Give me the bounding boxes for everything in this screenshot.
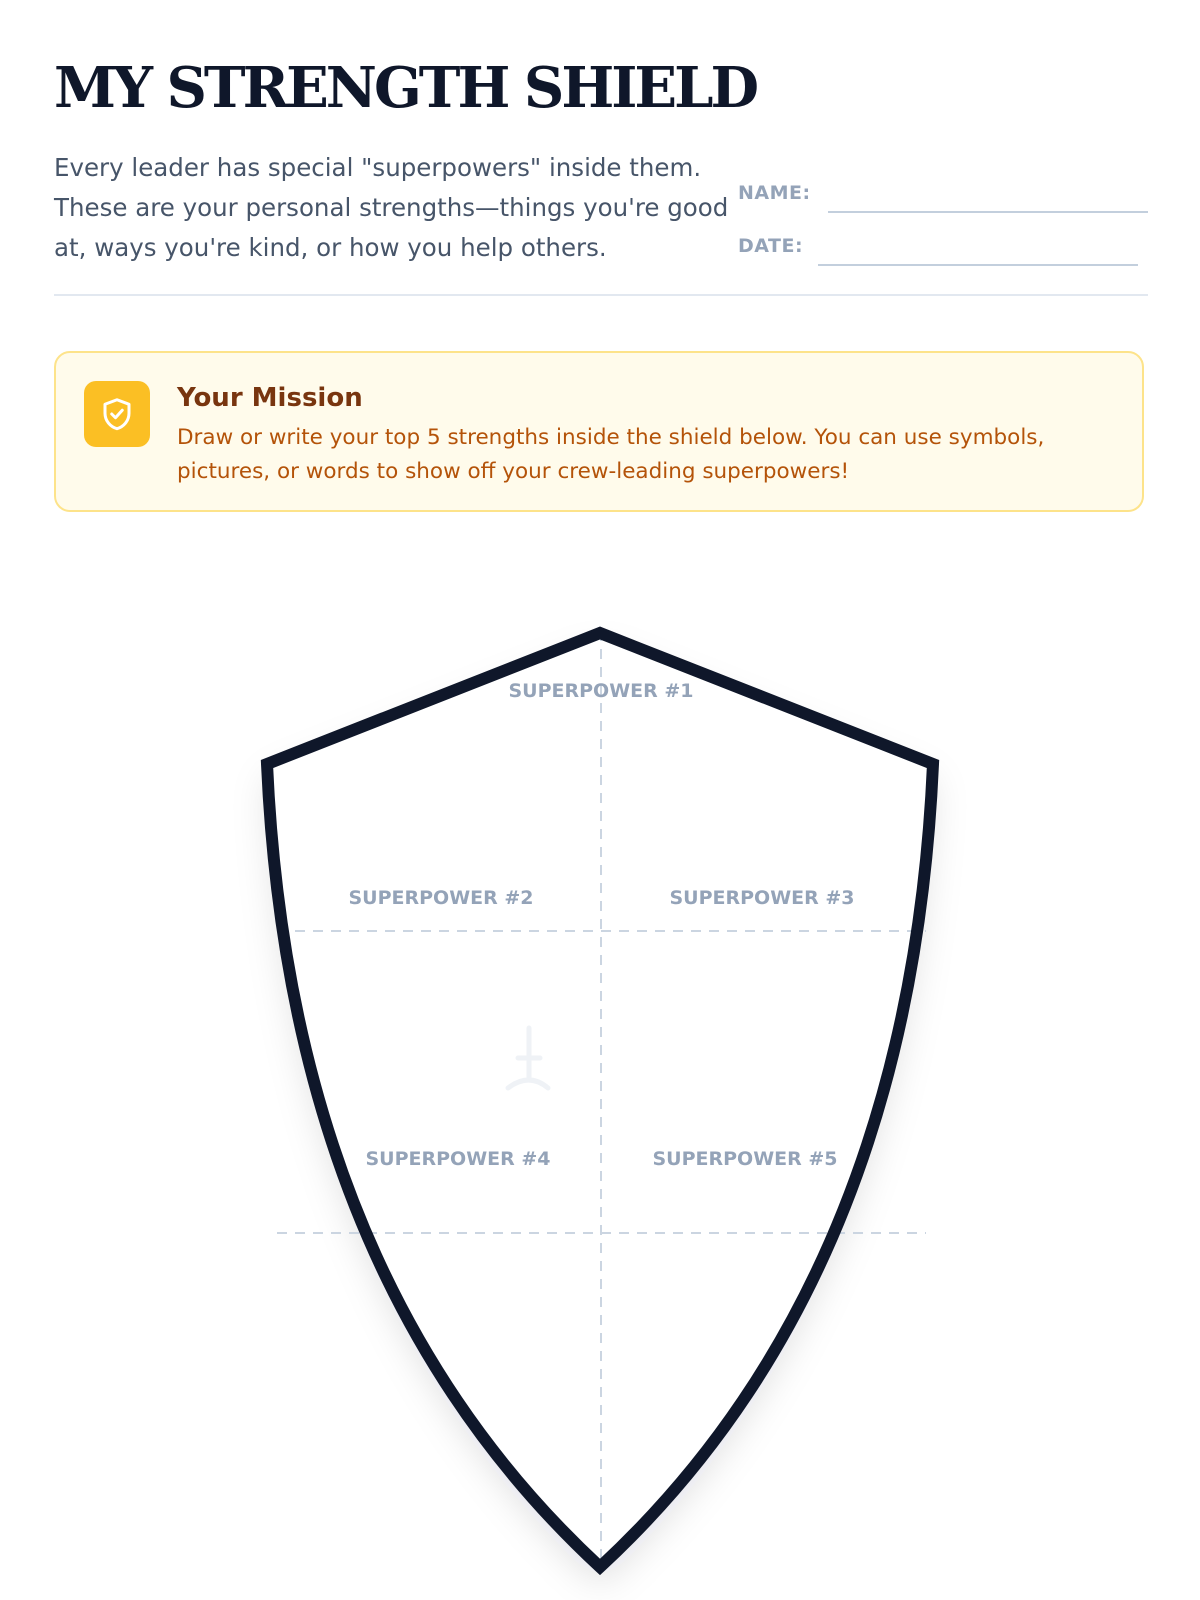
superpower-1-label: SUPERPOWER #1 xyxy=(508,680,694,702)
page-title: MY STRENGTH SHIELD xyxy=(54,55,757,121)
mission-title: Your Mission xyxy=(177,383,363,413)
intro-line: These are your personal strengths—things you're good xyxy=(54,193,729,222)
superpower-3-label: SUPERPOWER #3 xyxy=(669,887,855,909)
mission-text-line: pictures, or words to show off your crew-leading superpowers! xyxy=(177,459,850,484)
date-label: DATE: xyxy=(738,235,804,257)
superpower-5-label: SUPERPOWER #5 xyxy=(652,1148,838,1170)
superpower-2-label: SUPERPOWER #2 xyxy=(348,887,534,909)
name-label: NAME: xyxy=(738,182,811,204)
mission-text-line: Draw or write your top 5 strengths inside the shield below. You can use symbols, xyxy=(177,425,1045,450)
intro-line: at, ways you're kind, or how you help others. xyxy=(54,233,607,262)
superpower-4-label: SUPERPOWER #4 xyxy=(365,1148,551,1170)
intro-line: Every leader has special "superpowers" inside them. xyxy=(54,153,702,182)
